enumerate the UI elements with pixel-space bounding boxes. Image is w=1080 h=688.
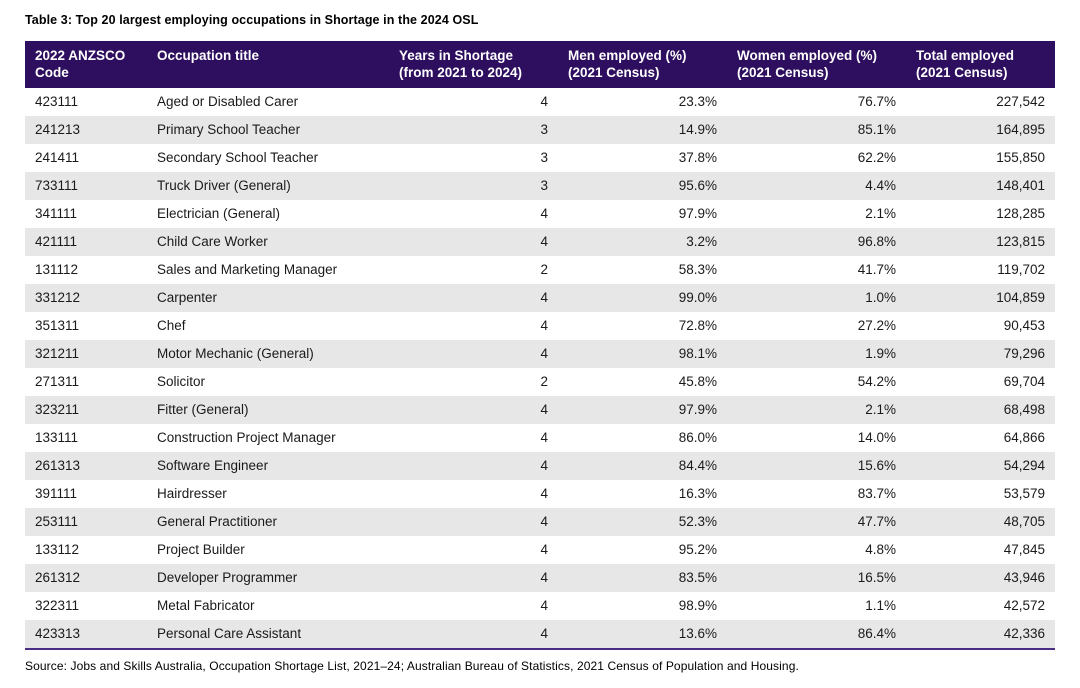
header-line: (2021 Census) [568,65,660,80]
cell-occupation-title: Aged or Disabled Carer [157,94,299,109]
cell-occupation-title: Sales and Marketing Manager [157,262,338,277]
table-row [25,88,1055,116]
cell-men-employed: 83.5% [678,570,717,585]
cell-women-employed: 76.7% [857,94,896,109]
occupations-table [25,41,1055,650]
cell-occupation-title: Personal Care Assistant [157,626,302,641]
cell-anzsco-code: 133112 [35,542,80,557]
table-header [25,41,1055,88]
cell-anzsco-code: 421111 [35,234,78,249]
table-row [25,284,1055,312]
cell-total-employed: 148,401 [996,178,1045,193]
cell-years-in-shortage: 3 [540,122,548,137]
cell-men-employed: 45.8% [678,374,717,389]
cell-occupation-title: Construction Project Manager [157,430,336,445]
cell-years-in-shortage: 4 [540,346,548,361]
cell-total-employed: 64,866 [1003,430,1045,445]
header-occupation-title [147,41,389,88]
cell-years-in-shortage: 4 [540,598,548,613]
cell-women-employed: 2.1% [865,206,896,221]
cell-years-in-shortage: 4 [540,430,548,445]
cell-occupation-title: Truck Driver (General) [157,178,291,193]
cell-women-employed: 1.9% [865,346,896,361]
table-row [25,200,1055,228]
cell-years-in-shortage: 4 [540,318,548,333]
cell-years-in-shortage: 2 [540,262,548,277]
table-row [25,592,1055,620]
cell-men-employed: 98.1% [678,346,717,361]
cell-years-in-shortage: 4 [540,542,548,557]
cell-occupation-title: Carpenter [157,290,218,305]
table-row [25,368,1055,396]
cell-men-employed: 84.4% [678,458,717,473]
source-note: Source: Jobs and Skills Australia, Occupation Shortage List, 2021–24; Australian Bureau of Statistics, 2021 Census of Population and Housing. [25,659,799,673]
cell-men-employed: 52.3% [678,514,717,529]
table-row [25,228,1055,256]
cell-years-in-shortage: 4 [540,626,548,641]
cell-occupation-title: Developer Programmer [157,570,298,585]
cell-women-employed: 14.0% [857,430,896,445]
header-men-employed [558,41,727,88]
cell-men-employed: 95.2% [678,542,717,557]
cell-years-in-shortage: 4 [540,94,548,109]
cell-anzsco-code: 271311 [35,374,80,389]
cell-years-in-shortage: 4 [540,458,548,473]
cell-total-employed: 53,579 [1003,486,1045,501]
header-line: Years in Shortage [399,48,514,63]
cell-men-employed: 23.3% [678,94,717,109]
cell-anzsco-code: 261312 [35,570,81,585]
cell-anzsco-code: 423111 [35,94,79,109]
header-women-employed [727,41,906,88]
cell-men-employed: 95.6% [678,178,717,193]
table-row [25,116,1055,144]
cell-men-employed: 72.8% [678,318,717,333]
table-row [25,340,1055,368]
cell-men-employed: 99.0% [678,290,717,305]
cell-men-employed: 37.8% [678,150,717,165]
header-line: Code [35,65,69,80]
table-row [25,312,1055,340]
table-row [25,144,1055,172]
cell-anzsco-code: 253111 [35,514,79,529]
cell-anzsco-code: 241411 [35,150,80,165]
cell-total-employed: 104,859 [996,290,1045,305]
header-line: 2022 ANZSCO [35,48,126,63]
cell-years-in-shortage: 4 [540,570,548,585]
cell-total-employed: 128,285 [996,206,1045,221]
cell-anzsco-code: 341111 [35,206,78,221]
header-line: Occupation title [157,48,260,63]
cell-occupation-title: Child Care Worker [157,234,268,249]
cell-occupation-title: Motor Mechanic (General) [157,346,314,361]
cell-women-employed: 83.7% [857,486,896,501]
cell-occupation-title: Metal Fabricator [157,598,255,613]
cell-men-employed: 13.6% [678,626,717,641]
cell-anzsco-code: 321211 [35,346,80,361]
cell-women-employed: 1.1% [865,598,896,613]
cell-women-employed: 27.2% [857,318,896,333]
table-body [25,88,1055,649]
cell-women-employed: 41.7% [857,262,896,277]
cell-years-in-shortage: 4 [540,290,548,305]
table-row [25,480,1055,508]
cell-men-employed: 14.9% [678,122,717,137]
cell-total-employed: 123,815 [996,234,1045,249]
cell-years-in-shortage: 4 [540,206,548,221]
cell-occupation-title: Fitter (General) [157,402,249,417]
cell-total-employed: 90,453 [1003,318,1045,333]
cell-total-employed: 69,704 [1003,374,1045,389]
cell-men-employed: 58.3% [678,262,717,277]
cell-occupation-title: Electrician (General) [157,206,281,221]
header-line: Women employed (%) [737,48,878,63]
header-line: Men employed (%) [568,48,687,63]
cell-women-employed: 4.8% [865,542,896,557]
cell-women-employed: 1.0% [865,290,896,305]
cell-years-in-shortage: 2 [540,374,548,389]
cell-anzsco-code: 241213 [35,122,81,137]
cell-total-employed: 47,845 [1003,542,1045,557]
header-line: (2021 Census) [737,65,829,80]
cell-anzsco-code: 733111 [35,178,79,193]
cell-years-in-shortage: 3 [540,150,548,165]
cell-men-employed: 86.0% [678,430,717,445]
cell-years-in-shortage: 4 [540,486,548,501]
cell-total-employed: 119,702 [997,262,1045,277]
cell-men-employed: 3.2% [686,234,717,249]
table-row [25,172,1055,200]
header-row [25,41,1055,88]
cell-men-employed: 16.3% [678,486,717,501]
table-row [25,536,1055,564]
cell-anzsco-code: 351311 [35,318,80,333]
cell-anzsco-code: 331212 [35,290,81,305]
cell-women-employed: 4.4% [865,178,896,193]
cell-total-employed: 42,336 [1003,626,1045,641]
table-row [25,424,1055,452]
cell-total-employed: 54,294 [1003,458,1045,473]
cell-total-employed: 164,895 [996,122,1045,137]
cell-occupation-title: Software Engineer [157,458,269,473]
header-years-in-shortage [389,41,558,88]
cell-anzsco-code: 131112 [35,262,79,277]
cell-years-in-shortage: 3 [540,178,548,193]
cell-years-in-shortage: 4 [540,514,548,529]
cell-occupation-title: Primary School Teacher [157,122,301,137]
cell-men-employed: 98.9% [678,598,717,613]
cell-women-employed: 96.8% [857,234,896,249]
cell-occupation-title: Project Builder [157,542,245,557]
cell-total-employed: 43,946 [1003,570,1045,585]
cell-women-employed: 2.1% [865,402,896,417]
table-title: Table 3: Top 20 largest employing occupations in Shortage in the 2024 OSL [25,13,479,27]
cell-occupation-title: Solicitor [157,374,206,389]
cell-anzsco-code: 322311 [35,598,80,613]
table-row [25,508,1055,536]
cell-anzsco-code: 261313 [35,458,81,473]
cell-total-employed: 48,705 [1003,514,1045,529]
header-line: Total employed [916,48,1015,63]
cell-anzsco-code: 391111 [35,486,78,501]
header-anzsco-code [25,41,147,88]
table-row [25,256,1055,284]
table-row [25,620,1055,649]
cell-men-employed: 97.9% [678,206,717,221]
cell-total-employed: 42,572 [1003,598,1045,613]
cell-women-employed: 62.2% [857,150,896,165]
cell-women-employed: 85.1% [857,122,896,137]
cell-occupation-title: Hairdresser [157,486,227,501]
header-line: (2021 Census) [916,65,1008,80]
cell-anzsco-code: 133111 [35,430,79,445]
table-row [25,564,1055,592]
cell-anzsco-code: 323211 [35,402,80,417]
cell-women-employed: 54.2% [857,374,896,389]
cell-occupation-title: Secondary School Teacher [157,150,319,165]
cell-total-employed: 227,542 [996,94,1045,109]
table-row [25,452,1055,480]
cell-women-employed: 47.7% [857,514,896,529]
cell-anzsco-code: 423313 [35,626,81,641]
cell-men-employed: 97.9% [678,402,717,417]
cell-occupation-title: General Practitioner [157,514,278,529]
cell-years-in-shortage: 4 [540,234,548,249]
cell-years-in-shortage: 4 [540,402,548,417]
cell-occupation-title: Chef [157,318,186,333]
cell-total-employed: 68,498 [1003,402,1045,417]
header-total-employed [906,41,1055,88]
table-row [25,396,1055,424]
cell-women-employed: 15.6% [857,458,896,473]
cell-total-employed: 155,850 [996,150,1045,165]
cell-total-employed: 79,296 [1003,346,1045,361]
cell-women-employed: 86.4% [857,626,896,641]
header-line: (from 2021 to 2024) [399,65,523,80]
cell-women-employed: 16.5% [857,570,896,585]
